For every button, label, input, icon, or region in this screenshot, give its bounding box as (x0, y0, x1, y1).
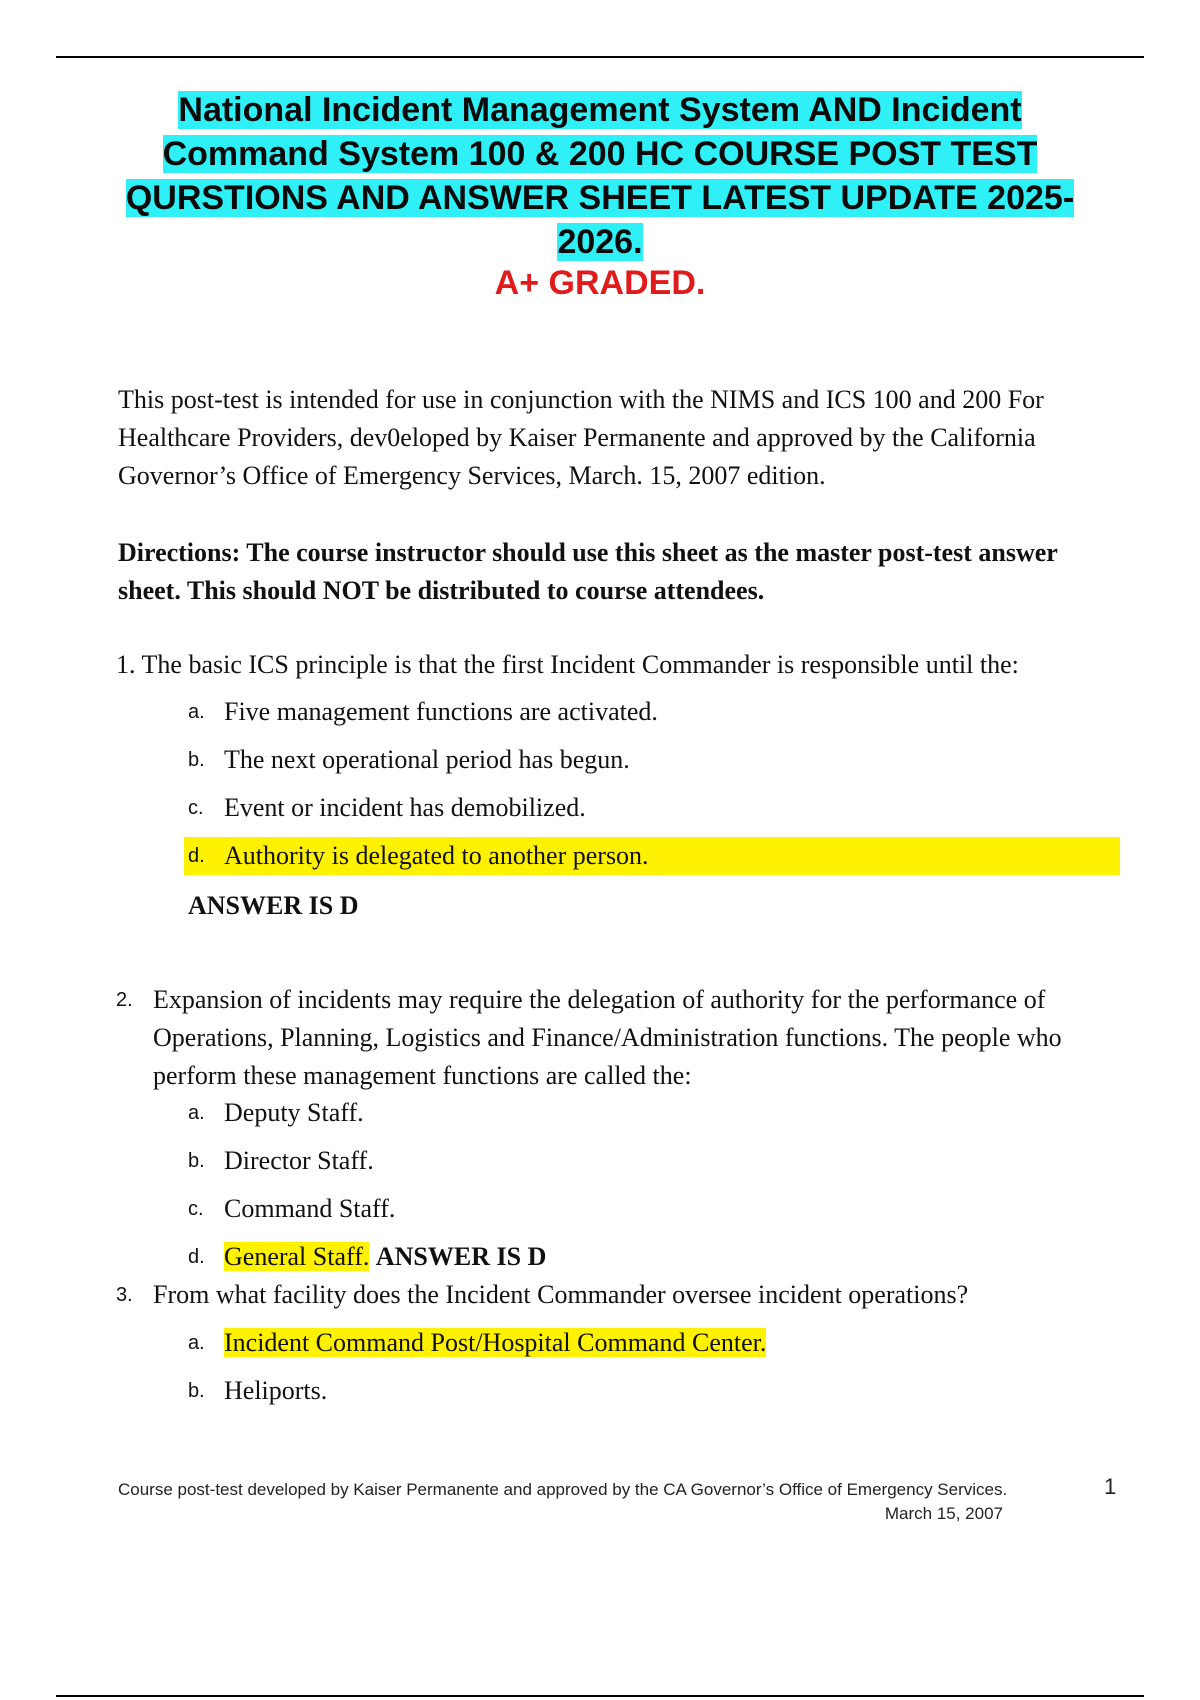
question-2-option-c (188, 1190, 1140, 1228)
footer-date: March 15, 2007 (884, 1504, 1003, 1523)
option-text: Command Staff. (224, 1194, 396, 1223)
option-letter: c. (188, 1198, 204, 1220)
question-1-answer: ANSWER IS D (188, 891, 359, 920)
document-title (60, 88, 1140, 264)
option-text: Five management functions are activated. (224, 697, 658, 726)
question-2: Expansion of incidents may require the delegation of authority for the performance of Operations, Planning, Logistics and Finance/Administration functions. The people who perform these management functions are called the: (153, 985, 1062, 1090)
option-letter: a. (188, 701, 205, 723)
highlighted-answer: General Staff. (224, 1242, 370, 1271)
title-line-4: 2026. (557, 223, 643, 261)
option-letter: a. (188, 1102, 205, 1124)
footer-text: Course post-test developed by Kaiser Permanente and approved by the CA Governor’s Office of Emergency Services. (118, 1480, 1008, 1499)
question-3: From what facility does the Incident Commander oversee incident operations? (153, 1280, 969, 1309)
option-text: The next operational period has begun. (224, 745, 630, 774)
question-1-option-d-highlighted (184, 837, 1120, 875)
question-2-number: 2. (116, 989, 133, 1011)
question-2-option-d (188, 1238, 1140, 1276)
title-line-3: QURSTIONS AND ANSWER SHEET LATEST UPDATE 2025- (125, 179, 1075, 217)
option-text (224, 1324, 766, 1362)
intro-paragraph: This post-test is intended for use in conjunction with the NIMS and ICS 100 and 200 For Healthcare Providers, dev0eloped by Kaiser Permanente and approved by the California Governor’s Office of Emergency Services, March. 15, 2007 edition. (118, 385, 1044, 490)
grade-label: A+ GRADED. (494, 264, 706, 302)
option-letter: d. (188, 845, 205, 867)
question-1-option-b (188, 741, 1140, 779)
title-line-1: National Incident Management System AND Incident (178, 91, 1022, 129)
option-text: Director Staff. (224, 1146, 374, 1175)
question-3-option-b (188, 1372, 1140, 1410)
option-letter: a. (188, 1332, 205, 1354)
question-2-option-b (188, 1142, 1140, 1180)
page-number: 1 (1104, 1474, 1117, 1499)
option-letter: b. (188, 749, 205, 771)
option-text (224, 1238, 546, 1276)
question-2-answer: ANSWER IS D (375, 1242, 547, 1271)
question-3-option-a (188, 1324, 1140, 1362)
question-1-option-c (188, 789, 1140, 827)
option-letter: d. (188, 1246, 205, 1268)
option-letter: c. (188, 797, 204, 819)
bottom-rule (56, 1695, 1144, 1697)
highlighted-answer: Incident Command Post/Hospital Command Center. (224, 1328, 767, 1357)
directions-paragraph: Directions: The course instructor should use this sheet as the master post-test answer sheet. This should NOT be distributed to course attendees. (118, 538, 1058, 605)
question-3-number: 3. (116, 1284, 133, 1306)
title-line-2: Command System 100 & 200 HC COURSE POST TEST (162, 135, 1038, 173)
option-text: Deputy Staff. (224, 1098, 364, 1127)
option-text: Event or incident has demobilized. (224, 793, 586, 822)
option-letter: b. (188, 1150, 205, 1172)
question-1: 1. The basic ICS principle is that the first Incident Commander is responsible until the: (116, 650, 1019, 679)
top-rule (56, 56, 1144, 58)
page-footer (118, 1478, 1078, 1526)
question-1-option-a (188, 693, 1140, 731)
question-2-option-a (188, 1094, 1140, 1132)
option-text: Heliports. (224, 1376, 328, 1405)
option-text: Authority is delegated to another person. (224, 841, 649, 870)
option-letter: b. (188, 1380, 205, 1402)
